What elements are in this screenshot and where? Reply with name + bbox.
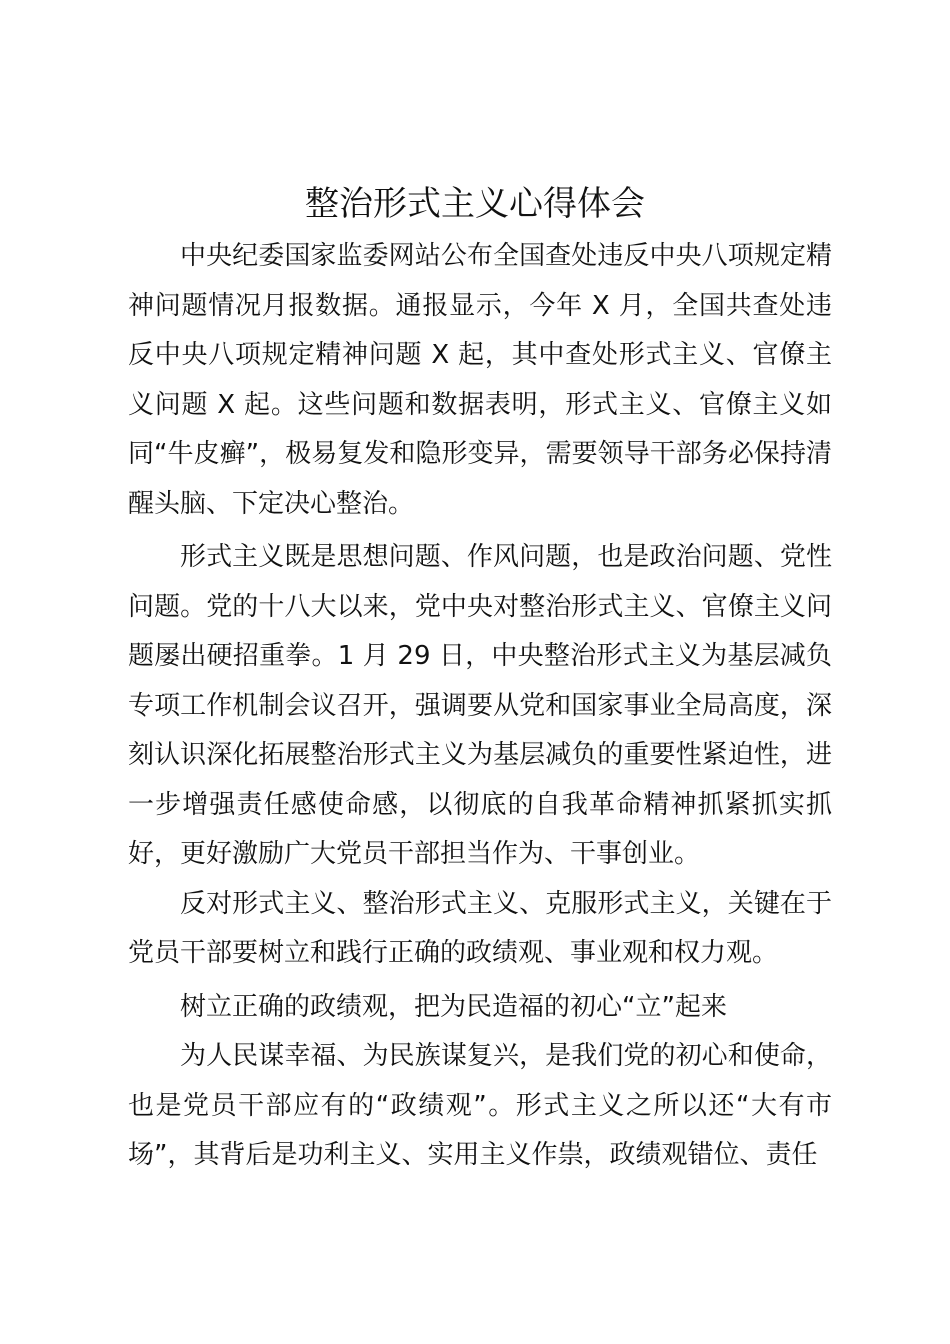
paragraph-4: 为人民谋幸福、为民族谋复兴，是我们党的初心和使命，也是党员干部应有的“政绩观”。形式主义之所以还“大有市场”，其背后是功利主义、实用主义作祟，政绩观错位、责任 (128, 1041, 832, 1170)
paragraph-2: 形式主义既是思想问题、作风问题，也是政治问题、党性问题。党的十八大以来，党中央对整治形式主义、官僚主义问题屡出硬招重拳。1 月 29 日，中央整治形式主义为基层减负专项工作机制会议召开，强调要从党和国家事业全局高度，深刻认识深化拓展整治形式主义为基层减负的重要性紧迫性，进一步增强责任感使命感，以彻底的自我革命精神抓紧抓实抓好，更好激励广大党员干部担当作为、干事创业。 (128, 542, 832, 869)
document-title: 整治形式主义心得体会 (305, 184, 645, 224)
section-heading: 树立正确的政绩观，把为民造福的初心“立”起来 (180, 991, 727, 1022)
paragraph-3: 反对形式主义、整治形式主义、克服形式主义，关键在于党员干部要树立和践行正确的政绩观、事业观和权力观。 (128, 888, 832, 968)
document-body (128, 232, 832, 1181)
paragraph-1: 中央纪委国家监委网站公布全国查处违反中央八项规定精神问题情况月报数据。通报显示，今年 X 月，全国共查处违反中央八项规定精神问题 X 起，其中查处形式主义、官僚主义问题 X 起。这些问题和数据表明，形式主义、官僚主义如同“牛皮癣”，极易复发和隐形变异，需要领导干部务必保持清醒头脑、下定决心整治。 (128, 241, 832, 519)
